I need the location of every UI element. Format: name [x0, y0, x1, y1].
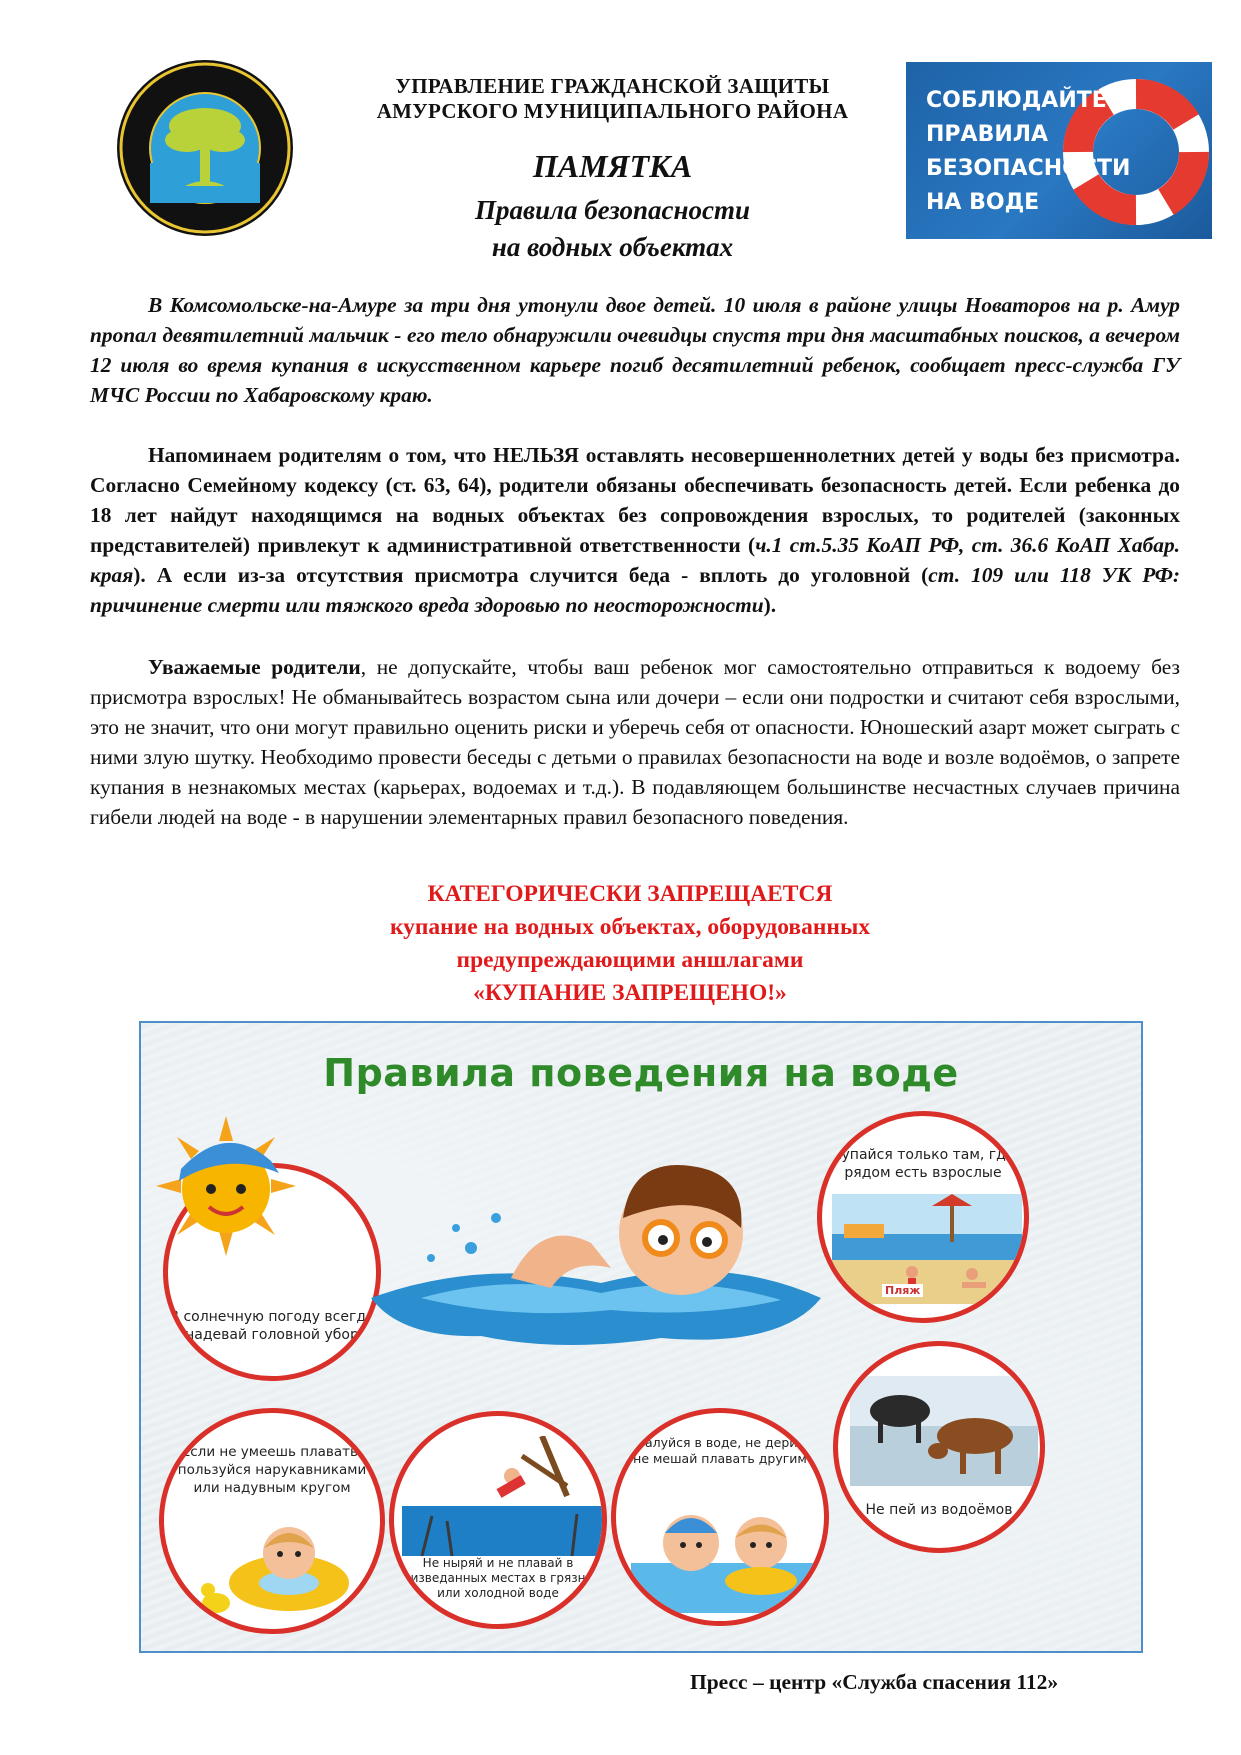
- legal-text-c: ). А если из-за отсутствия присмотра случится беда - вплоть до уголовной (: [133, 563, 929, 587]
- banner-line-3: БЕЗОПАСНОСТИ: [926, 156, 1131, 181]
- rule-circle-adults: [817, 1111, 1029, 1323]
- rule-dive-text: Не ныряй и не плавай в неизведанных местах в грязной или холодной воде: [395, 1556, 601, 1600]
- document-title: ПАМЯТКА: [532, 148, 693, 184]
- organization-name: [320, 74, 905, 124]
- appeal-lead: Уважаемые родители: [148, 655, 361, 679]
- banner-line-2: ПРАВИЛА: [926, 122, 1049, 147]
- legal-paragraph: [90, 440, 1180, 620]
- warning-line-1: КАТЕГОРИЧЕСКИ ЗАПРЕЩАЕТСЯ: [427, 881, 833, 907]
- rule-circle-drink: [833, 1341, 1045, 1553]
- safety-banner: [906, 62, 1212, 239]
- legal-text-e: ).: [763, 593, 777, 617]
- children-playing-icon: [631, 1493, 821, 1613]
- org-line-1: УПРАВЛЕНИЕ ГРАЖДАНСКОЙ ЗАЩИТЫ: [395, 74, 830, 98]
- appeal-text: , не допускайте, чтобы ваш ребенок мог самостоятельно отправиться к водоему без присмотра взрослых! Не обманывайтесь возрастом сына или дочери – если они подростки и считают себя взрослыми, это не значит, что они могут правильно оценить риски и уберечь себя от опасности. Юношеский азарт может сыграть с ними злую шутку. Необходимо провести беседы с детьми о правилах безопасности на воде и возле водоёмов, о запрете купания в незнакомых местах (карьерах, водоемах и т.д.). В подавляющем большинстве несчастных случаев причина гибели людей на воде - в нарушении элементарных правил безопасного поведения.: [90, 655, 1180, 829]
- warning-line-3: предупреждающими аншлагами: [456, 947, 804, 973]
- rule-circle-dive: [389, 1411, 607, 1629]
- rule-play-text: Не балуйся в воде, не дерись и не мешай плавать другим: [616, 1435, 824, 1466]
- rule-drink-text: Не пей из водоёмов: [865, 1502, 1013, 1518]
- swimmer-illustration: [361, 1148, 831, 1378]
- beach-sign: Пляж: [882, 1284, 923, 1297]
- rule-circle-play: [611, 1408, 829, 1626]
- news-paragraph: В Комсомольске-на-Амуре за три дня утонули двое детей. 10 июля в районе улицы Новаторов на р. Амур пропал девятилетний мальчик - его тело обнаружили очевидцы спустя три дня масштабных поисков, а вечером 12 июля во время купания в искусственном карьере погиб десятилетний ребенок, сообщает пресс-служба ГУ МЧС России по Хабаровскому краю.: [90, 293, 1180, 407]
- legal-ref-criminal: ст. 109 или 118 УК РФ: причинение смерти или тяжкого вреда здоровью по неосторожности: [90, 563, 1180, 617]
- warning-line-4: «КУПАНИЕ ЗАПРЕЩЕНО!»: [473, 980, 787, 1006]
- water-rules-poster: [139, 1021, 1143, 1653]
- subtitle-line-2: на водных объектах: [491, 232, 734, 262]
- legal-text-a: Напоминаем родителям о том, что НЕЛЬЗЯ оставлять несовершеннолетних детей у воды без присмотра. Согласно Семейному кодексу (ст. 63, 64), родители обязаны обеспечивать безопасность детей. Если ребенка до 18 лет найдут находящимся на водных объектах без сопровождения взрослых, то родителей (законных представителей) привлекут к административной ответственности (: [90, 443, 1180, 557]
- warning-line-2: купание на водных объектах, оборудованных: [389, 914, 871, 940]
- rule-float-text: Если не умеешь плавать, пользуйся нарукавниками или надувным кругом: [177, 1444, 367, 1496]
- banner-line-4: НА ВОДЕ: [926, 190, 1040, 215]
- prohibition-warning: [250, 878, 1010, 1010]
- rule-circle-float: [159, 1408, 385, 1634]
- appeal-paragraph: [90, 652, 1180, 832]
- poster-title: Правила поведения на воде: [323, 1051, 959, 1095]
- cows-drinking-icon: [850, 1376, 1038, 1486]
- rule-adults-text: Купайся только там, где рядом есть взрослые: [831, 1147, 1015, 1181]
- document-subtitle: [320, 192, 905, 266]
- press-center-signature: Пресс – центр «Служба спасения 112»: [690, 1670, 1059, 1694]
- rule-sun-text: В солнечную погоду всегда надевай головной убор: [169, 1309, 375, 1343]
- sun-icon: [151, 1111, 301, 1261]
- beach-scene-icon: [832, 1194, 1022, 1304]
- subtitle-line-1: Правила безопасности: [475, 195, 750, 225]
- emblem-logo: [115, 58, 295, 238]
- org-line-2: АМУРСКОГО МУНИЦИПАЛЬНОГО РАЙОНА: [376, 99, 849, 123]
- child-with-float-icon: [194, 1508, 364, 1623]
- banner-line-1: СОБЛЮДАЙТЕ: [926, 88, 1107, 113]
- legal-ref-admin: ч.1 ст.5.35 КоАП РФ, ст. 36.6 КоАП Хабар. края: [90, 533, 1180, 587]
- banner-text: [926, 84, 1131, 220]
- diving-hazard-icon: [402, 1436, 602, 1556]
